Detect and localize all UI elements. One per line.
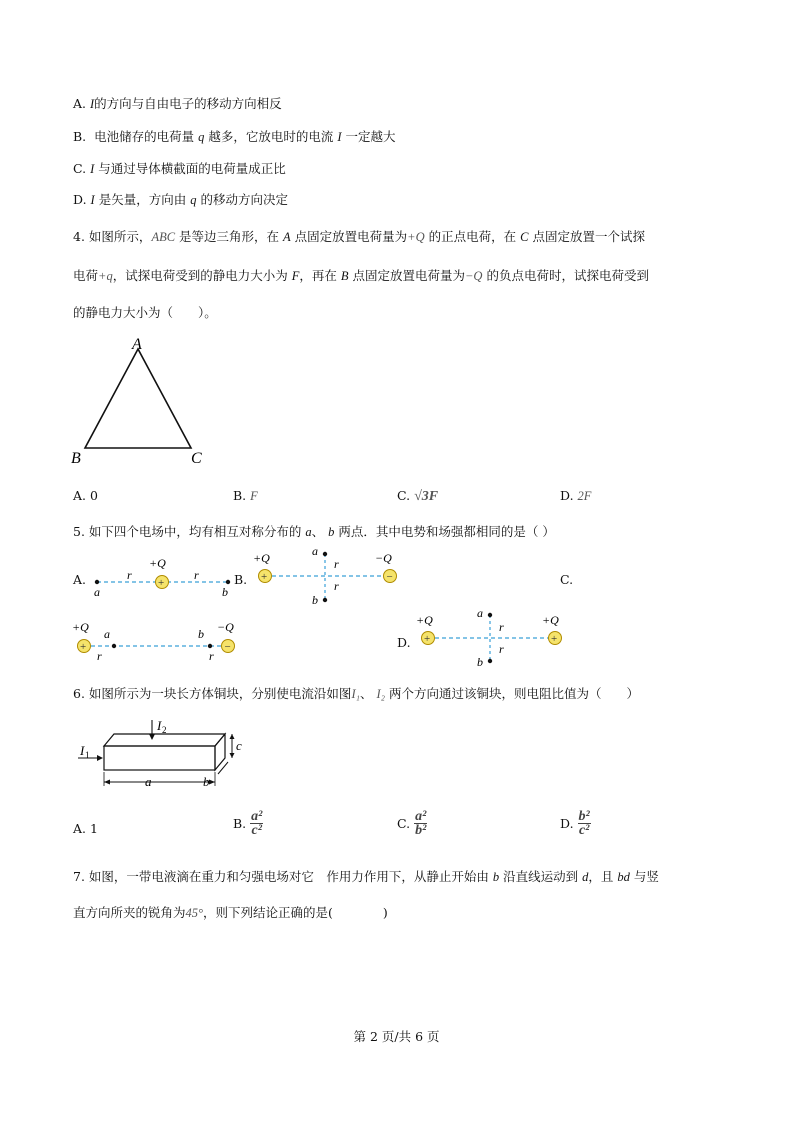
q4-option-c: C. √3F bbox=[397, 488, 439, 504]
point-b bbox=[208, 644, 212, 648]
svg-text:+: + bbox=[158, 577, 165, 589]
q6-option-b: B. $\frac{\text{a²}}{\text{c²}}$ bbox=[233, 809, 263, 838]
vertex-a-label: A bbox=[132, 336, 142, 353]
svg-text:+: + bbox=[261, 571, 268, 583]
q5-figure-b bbox=[250, 542, 410, 608]
point-a bbox=[95, 580, 99, 584]
q6-option-c: C. $\frac{\text{a²}}{\text{b²}}$ bbox=[397, 809, 427, 838]
q6-option-a: A. 1 bbox=[73, 821, 98, 836]
r-label-bottom: r bbox=[499, 642, 504, 656]
point-b-label: b bbox=[198, 627, 204, 641]
r-label-right: r bbox=[194, 568, 199, 582]
point-a-label: a bbox=[94, 585, 100, 599]
q5-label-a: A. bbox=[73, 572, 87, 587]
svg-text:+: + bbox=[551, 633, 558, 645]
point-b-label: b bbox=[477, 655, 483, 669]
r-label-top: r bbox=[334, 557, 339, 571]
svg-text:−: − bbox=[224, 641, 231, 653]
point-a bbox=[323, 552, 327, 556]
svg-text:−: − bbox=[386, 571, 393, 583]
svg-text:+: + bbox=[424, 633, 431, 645]
page-footer: 第 2 页/共 6 页 bbox=[353, 1029, 440, 1044]
i2-label: I bbox=[157, 718, 162, 733]
q6-copper-block-figure bbox=[72, 716, 252, 792]
q6-stem: 6. 如图所示为一块长方体铜块，分别使电流沿如图I₁、 I₂ 两个方向通过该铜块，则电阻比值为（ ） bbox=[73, 686, 639, 701]
i2-subscript: 2 bbox=[162, 725, 167, 735]
q4-stem-line1: 4. 如图所示，ABC 是等边三角形，在 A 点固定放置电荷量为+Q 的正点电荷，在 C 点固定放置一个试探 bbox=[73, 229, 645, 244]
q3-option-b: B. 电池储存的电荷量 q 越多，它放电时的电流 I 一定越大 bbox=[73, 129, 396, 144]
q5-figure-c bbox=[70, 618, 245, 664]
q5-stem: 5. 如下四个电场中，均有相互对称分布的 a、 b 两点．其中电势和场强都相同的是（ ） bbox=[73, 524, 555, 539]
q7-stem-line2: 直方向所夹的锐角为45°，则下列结论正确的是( ) bbox=[73, 905, 388, 920]
r-label-bottom: r bbox=[334, 579, 339, 593]
i1-label: I bbox=[80, 743, 85, 758]
dimension-b-label: b bbox=[203, 774, 210, 789]
q4-stem-line3: 的静电力大小为（ ）。 bbox=[73, 305, 217, 320]
q4-stem-line2: 电荷+q，试探电荷受到的静电力大小为 F，再在 B 点固定放置电荷量为−Q 的负点电荷时，试探电荷受到 bbox=[73, 268, 649, 283]
positive-charge-label: +Q bbox=[72, 620, 89, 634]
q4-option-a: A. 0 bbox=[73, 488, 98, 503]
point-a bbox=[488, 613, 492, 617]
positive-charge-label: +Q bbox=[253, 551, 270, 565]
negative-charge-label: −Q bbox=[375, 551, 392, 565]
point-b-label: b bbox=[222, 585, 228, 599]
left-charge-label: +Q bbox=[416, 613, 433, 627]
point-b bbox=[323, 598, 327, 602]
q5-figure-d bbox=[413, 605, 573, 671]
point-b bbox=[488, 659, 492, 663]
r-label-left: r bbox=[97, 649, 102, 663]
q5-label-c: C. bbox=[560, 572, 574, 587]
q6-option-d: D. $\frac{\text{b²}}{\text{c²}}$ bbox=[560, 809, 590, 838]
r-label-right: r bbox=[209, 649, 214, 663]
svg-text:+: + bbox=[80, 641, 87, 653]
point-b-label: b bbox=[312, 593, 318, 607]
q4-option-d: D. 2F bbox=[560, 488, 592, 503]
i1-subscript: 1 bbox=[85, 750, 90, 760]
charge-label: +Q bbox=[149, 556, 166, 570]
point-a-label: a bbox=[104, 627, 110, 641]
right-charge-label: +Q bbox=[542, 613, 559, 627]
negative-charge-label: −Q bbox=[217, 620, 234, 634]
point-b bbox=[226, 580, 230, 584]
q7-stem-line1: 7. 如图，一带电液滴在重力和匀强电场对它 作用力作用下，从静止开始由 b 沿直线运动到 d，且 bd 与竖 bbox=[73, 869, 659, 884]
vertex-b-label: B bbox=[71, 450, 81, 467]
equilateral-triangle bbox=[85, 349, 191, 448]
q5-label-d: D. bbox=[397, 635, 411, 650]
r-label-top: r bbox=[499, 620, 504, 634]
r-label-left: r bbox=[127, 568, 132, 582]
vertex-c-label: C bbox=[191, 450, 202, 467]
q5-figure-a bbox=[85, 552, 235, 602]
point-a-label: a bbox=[312, 544, 318, 558]
dimension-a-label: a bbox=[145, 774, 152, 789]
point-a-label: a bbox=[477, 606, 483, 620]
dimension-c-label: c bbox=[236, 738, 242, 753]
q5-label-b: B. bbox=[234, 572, 248, 587]
q3-option-c: C. I 与通过导体横截面的电荷量成正比 bbox=[73, 161, 286, 176]
q4-triangle-figure bbox=[65, 333, 225, 468]
q3-option-a: A. I的方向与自由电子的移动方向相反 bbox=[73, 96, 282, 111]
point-a bbox=[112, 644, 116, 648]
q3-option-d: D. I 是矢量，方向由 q 的移动方向决定 bbox=[73, 192, 288, 207]
q4-option-b: B. F bbox=[233, 488, 258, 503]
